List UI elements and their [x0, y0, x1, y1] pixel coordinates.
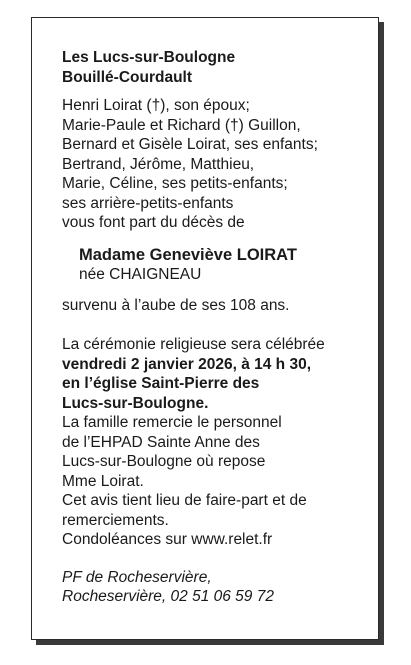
family-list	[62, 96, 372, 233]
closing-line: de l’EHPAD Sainte Anne des	[62, 433, 260, 451]
deceased-name: Madame Geneviève LOIRAT	[79, 245, 297, 264]
birth-name: née CHAIGNEAU	[79, 266, 202, 283]
family-line: Henri Loirat (†), son époux;	[62, 97, 250, 114]
closing-line: La famille remercie le personnel	[62, 414, 282, 431]
location-line: Bouillé-Courdault	[62, 68, 193, 86]
closing-line: remerciements.	[62, 511, 169, 529]
agency-line: Rocheservière, 02 51 06 59 72	[62, 588, 274, 605]
closing-line: Lucs-sur-Boulogne où repose	[62, 453, 266, 470]
ceremony-detail: Lucs-sur-Boulogne.	[62, 394, 209, 412]
funeral-agency	[62, 568, 372, 607]
family-line: vous font part du décès de	[62, 214, 245, 231]
agency-line: PF de Rocheservière,	[62, 568, 212, 586]
family-line: Marie-Paule et Richard (†) Guillon,	[62, 116, 301, 134]
condolences-line: Condoléances sur www.relet.fr	[62, 531, 273, 548]
ceremony-detail: vendredi 2 janvier 2026, à 14 h 30,	[62, 355, 312, 373]
ceremony-block	[62, 335, 372, 550]
location-header	[62, 48, 372, 87]
family-line: Bertrand, Jérôme, Matthieu,	[62, 155, 255, 173]
notice-content	[62, 48, 372, 607]
family-line: Bernard et Gisèle Loirat, ses enfants;	[62, 136, 318, 153]
death-note: survenu à l’aube de ses 108 ans.	[62, 296, 290, 314]
closing-line: Mme Loirat.	[62, 472, 144, 490]
family-line: ses arrière-petits-enfants	[62, 194, 234, 212]
closing-line: Cet avis tient lieu de faire-part et de	[62, 492, 307, 509]
location-line: Les Lucs-sur-Boulogne	[62, 49, 236, 66]
family-line: Marie, Céline, ses petits-enfants;	[62, 175, 288, 192]
ceremony-intro: La cérémonie religieuse sera célébrée	[62, 336, 325, 353]
deceased-block	[62, 246, 372, 285]
obituary-notice	[31, 17, 379, 640]
ceremony-detail: en l’église Saint-Pierre des	[62, 375, 260, 392]
